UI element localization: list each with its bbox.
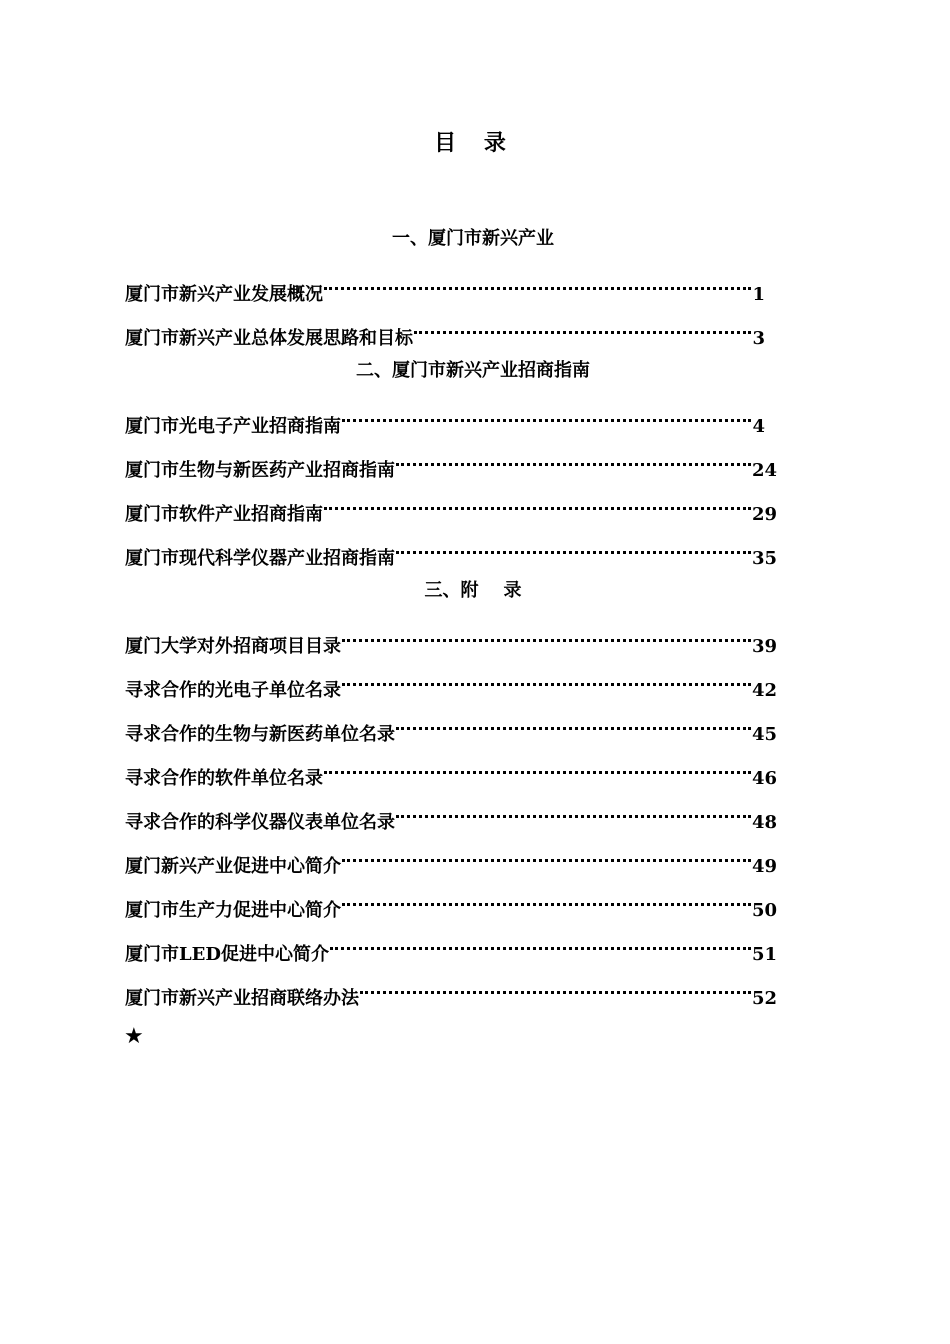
toc-entry-label: 厦门市生物与新医药产业招商指南: [125, 460, 395, 481]
toc-entry-page: 4: [752, 416, 765, 437]
toc-entry[interactable]: [125, 266, 777, 310]
toc-entry-page: 29: [751, 504, 777, 525]
table-of-contents: [125, 222, 777, 1014]
toc-entry-page: 51: [751, 944, 777, 965]
toc-entry[interactable]: [125, 926, 777, 970]
dot-leader: [396, 442, 751, 476]
toc-entry[interactable]: [125, 706, 777, 750]
dot-leader: [360, 970, 751, 1004]
section-heading-2: 二、厦门市新兴产业招商指南: [356, 360, 590, 381]
toc-entry-page: 48: [751, 812, 777, 833]
toc-entry-label: 寻求合作的科学仪器仪表单位名录: [125, 812, 395, 833]
toc-entry-page: 46: [751, 768, 777, 789]
toc-entry-page: 39: [751, 636, 777, 657]
toc-entry-label: 寻求合作的光电子单位名录: [125, 680, 341, 701]
toc-entry-label: 厦门市LED促进中心简介: [125, 944, 329, 965]
dot-leader: [414, 310, 751, 344]
toc-entry-label: 厦门市新兴产业招商联络办法: [125, 988, 359, 1009]
dot-leader: [342, 618, 751, 652]
toc-entry-label: 厦门大学对外招商项目目录: [125, 636, 341, 657]
dot-leader: [342, 882, 751, 916]
toc-entry[interactable]: [125, 442, 777, 486]
toc-entry-page: 42: [751, 680, 777, 701]
toc-entry-label: 厦门市新兴产业总体发展思路和目标: [125, 328, 413, 349]
toc-entry[interactable]: [125, 838, 777, 882]
toc-entry-page: 35: [751, 548, 777, 569]
dot-leader: [342, 398, 751, 432]
dot-leader: [396, 530, 751, 564]
toc-entry-label: 厦门市光电子产业招商指南: [125, 416, 341, 437]
page-title: 目 录: [434, 130, 516, 156]
toc-entry-page: 50: [751, 900, 777, 921]
section-heading-1: 一、厦门市新兴产业: [392, 228, 554, 249]
toc-entry[interactable]: [125, 398, 777, 442]
toc-entry-label: 厦门新兴产业促进中心简介: [125, 856, 341, 877]
dot-leader: [324, 486, 751, 520]
toc-entry[interactable]: [125, 794, 777, 838]
dot-leader: [324, 266, 751, 300]
toc-entry[interactable]: [125, 618, 777, 662]
dot-leader: [342, 662, 751, 696]
toc-entry-page: 3: [752, 328, 765, 349]
section-heading-3: 三、附 录: [424, 580, 522, 601]
toc-entry[interactable]: [125, 662, 777, 706]
toc-entry-page: 52: [751, 988, 777, 1009]
dot-leader: [324, 750, 751, 784]
toc-entry-label: 厦门市生产力促进中心简介: [125, 900, 341, 921]
toc-entry[interactable]: [125, 486, 777, 530]
toc-entry-label: 厦门市新兴产业发展概况: [125, 284, 323, 305]
toc-entry-page: 49: [751, 856, 777, 877]
dot-leader: [396, 706, 751, 740]
star-icon: ★: [124, 1024, 144, 1049]
dot-leader: [342, 838, 751, 872]
toc-entry[interactable]: [125, 530, 777, 574]
toc-entry[interactable]: [125, 882, 777, 926]
toc-entry-label: 厦门市软件产业招商指南: [125, 504, 323, 525]
toc-entry[interactable]: [125, 970, 777, 1014]
toc-entry-label: 寻求合作的生物与新医药单位名录: [125, 724, 395, 745]
toc-entry[interactable]: [125, 750, 777, 794]
toc-entry[interactable]: [125, 310, 777, 354]
toc-entry-page: 1: [752, 284, 765, 305]
toc-entry-label: 寻求合作的软件单位名录: [125, 768, 323, 789]
dot-leader: [330, 926, 751, 960]
toc-entry-page: 45: [751, 724, 777, 745]
dot-leader: [396, 794, 751, 828]
toc-entry-page: 24: [751, 460, 777, 481]
toc-entry-label: 厦门市现代科学仪器产业招商指南: [125, 548, 395, 569]
